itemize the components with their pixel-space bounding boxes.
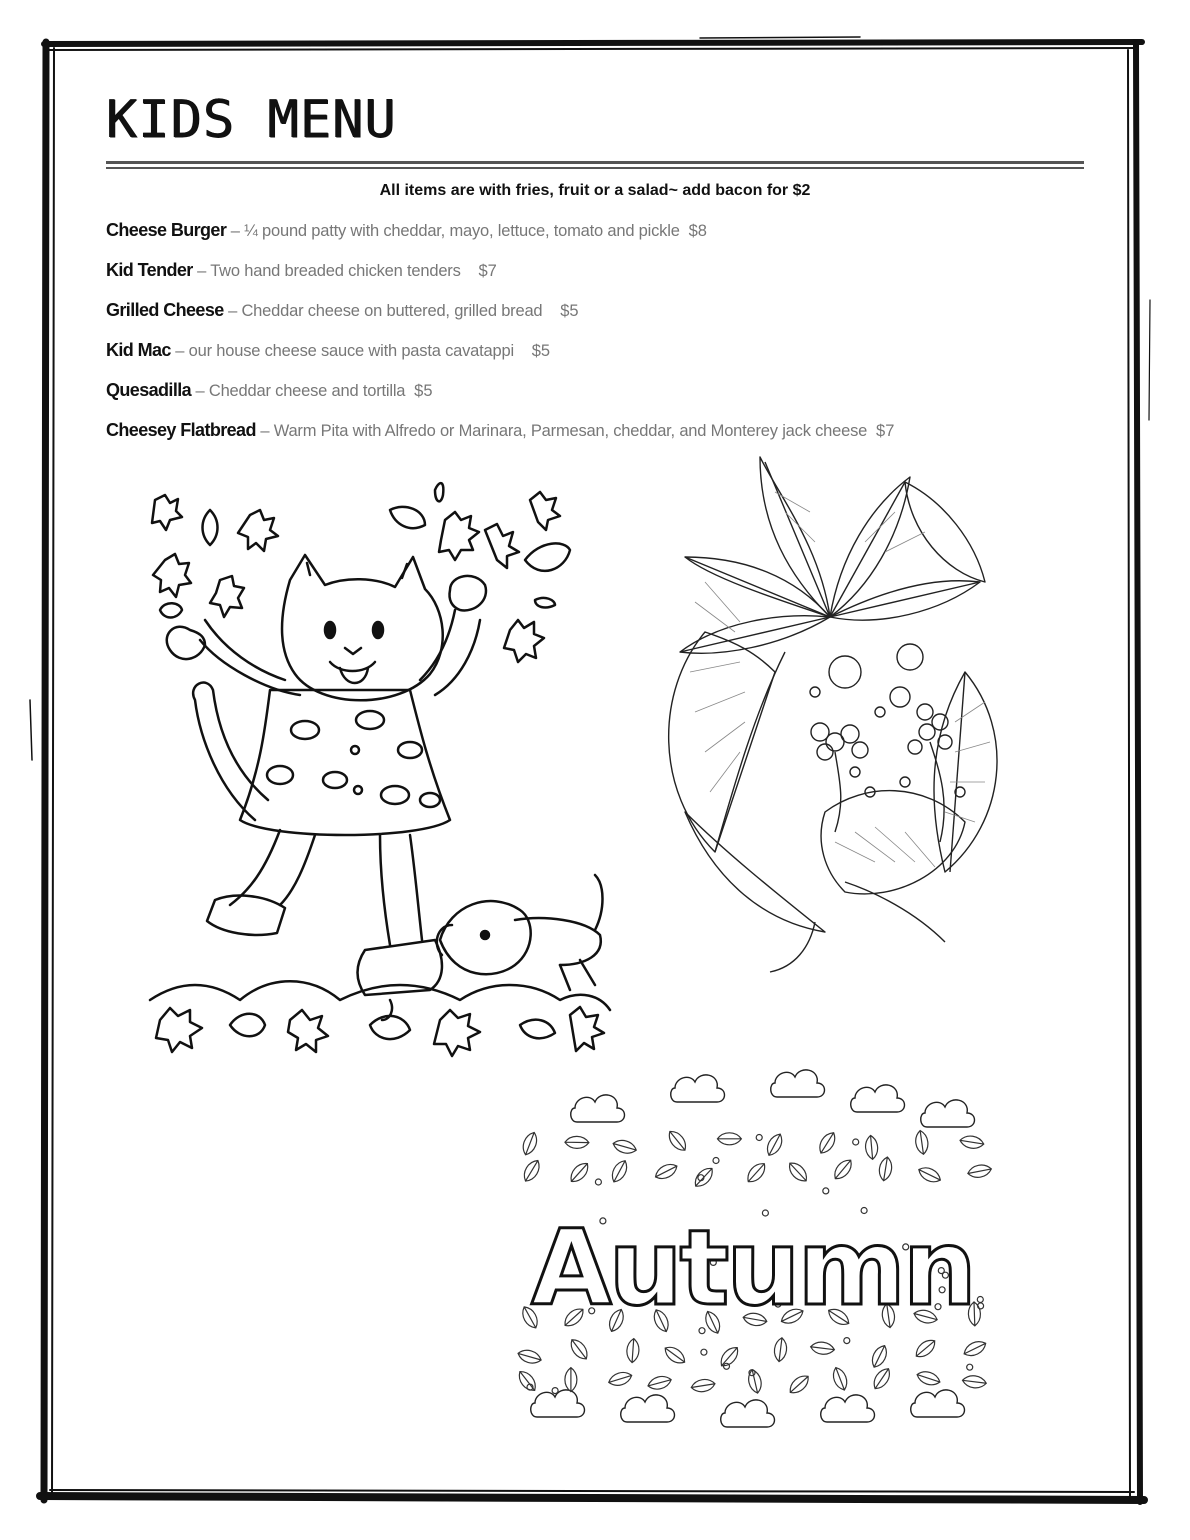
menu-item [106, 336, 1106, 376]
leaf-icon [912, 1336, 938, 1361]
leaf-icon [665, 1128, 689, 1154]
leaf-icon [607, 1370, 633, 1388]
menu-item [106, 256, 1106, 296]
autumn-coloring-illustration [505, 1068, 1000, 1443]
menu-item-name: Cheese Burger [106, 220, 227, 240]
leaf-icon [626, 1338, 640, 1363]
raindrop-icon [844, 1338, 850, 1344]
raindrop-icon [713, 1158, 719, 1164]
menu-item-description: – Cheddar cheese and tortilla [195, 382, 406, 400]
menu-item-name: Grilled Cheese [106, 300, 224, 320]
leaf-icon [764, 1131, 786, 1158]
menu-item-price: $5 [414, 382, 433, 400]
leaf-icon [744, 1160, 769, 1186]
leaf-icon [690, 1378, 716, 1394]
leaf-icon [520, 1130, 540, 1157]
leaf-icon [515, 1368, 539, 1394]
leaf-icon [830, 1365, 850, 1392]
leaf-icon [520, 1157, 543, 1184]
menu-item-description: – Warm Pita with Alfredo or Marinara, Parmesan, cheddar, and Monterey jack cheese [260, 422, 868, 440]
leaf-icon [962, 1374, 987, 1389]
leaf-icon [612, 1138, 638, 1156]
leaf-icon [609, 1158, 631, 1185]
menu-item [106, 376, 1106, 416]
leaf-icon [810, 1341, 835, 1356]
raindrop-icon [701, 1349, 707, 1355]
leaf-icon [967, 1163, 993, 1179]
leaf-icon [865, 1135, 879, 1160]
leaf-icon [773, 1337, 788, 1362]
leaf-icon [516, 1348, 542, 1366]
menu-item [106, 416, 1106, 456]
raindrop-icon [595, 1179, 601, 1185]
menu-item [106, 296, 1106, 336]
menu-item-name: Cheesey Flatbread [106, 420, 256, 440]
leaf-wreath-coloring-illustration [665, 452, 1010, 977]
leaf-icon [653, 1161, 680, 1183]
menu-item-list [106, 216, 1106, 456]
menu-item-price: $5 [560, 302, 579, 320]
menu-item-name: Kid Mac [106, 340, 171, 360]
leaf-icon [646, 1374, 672, 1392]
leaf-icon [565, 1136, 589, 1148]
leaf-icon [914, 1130, 929, 1155]
menu-item-price: $8 [688, 222, 707, 240]
autumn-lettering: Autumn [531, 1207, 974, 1329]
raindrop-icon [756, 1135, 762, 1141]
leaf-icon [567, 1336, 591, 1362]
menu-item-price: $7 [876, 422, 895, 440]
cat-coloring-illustration [140, 480, 630, 1070]
title-divider-secondary [106, 167, 1084, 169]
leaf-icon [152, 495, 182, 530]
leaf-icon [878, 1156, 894, 1182]
raindrop-icon [853, 1139, 859, 1145]
menu-title: KIDS MENU [106, 90, 397, 150]
menu-item-description: – ¼ pound patty with cheddar, mayo, lettuce, tomato and pickle [230, 222, 680, 240]
menu-subtitle: All items are with fries, fruit or a salad~ add bacon for $2 [379, 182, 811, 199]
raindrop-icon [552, 1388, 558, 1394]
leaf-icon [959, 1134, 985, 1150]
leaf-icon [916, 1164, 943, 1185]
menu-item-description: – Cheddar cheese on buttered, grilled bread [228, 302, 543, 320]
menu-item-price: $7 [478, 262, 497, 280]
raindrop-icon [967, 1364, 973, 1370]
menu-item-price: $5 [531, 342, 551, 360]
menu-item-description: – our house cheese sauce with pasta cavatappi [175, 342, 514, 360]
leaf-icon [961, 1338, 988, 1359]
leaf-icon [915, 1369, 942, 1388]
leaf-icon [816, 1130, 839, 1157]
menu-item [106, 216, 1106, 256]
leaf-icon [717, 1133, 741, 1145]
menu-item-description: – Two hand breaded chicken tenders [197, 262, 461, 280]
menu-item-name: Kid Tender [106, 260, 193, 280]
leaf-icon [869, 1343, 890, 1370]
leaf-icon [565, 1368, 577, 1392]
leaf-icon [786, 1372, 812, 1397]
leaf-icon [870, 1365, 893, 1392]
leaf-icon [785, 1159, 810, 1185]
leaf-icon [831, 1156, 856, 1182]
leaf-icon [567, 1160, 592, 1186]
leaf-icon [662, 1343, 688, 1367]
menu-item-name: Quesadilla [106, 380, 192, 400]
raindrop-icon [823, 1188, 829, 1194]
title-divider [106, 161, 1084, 164]
